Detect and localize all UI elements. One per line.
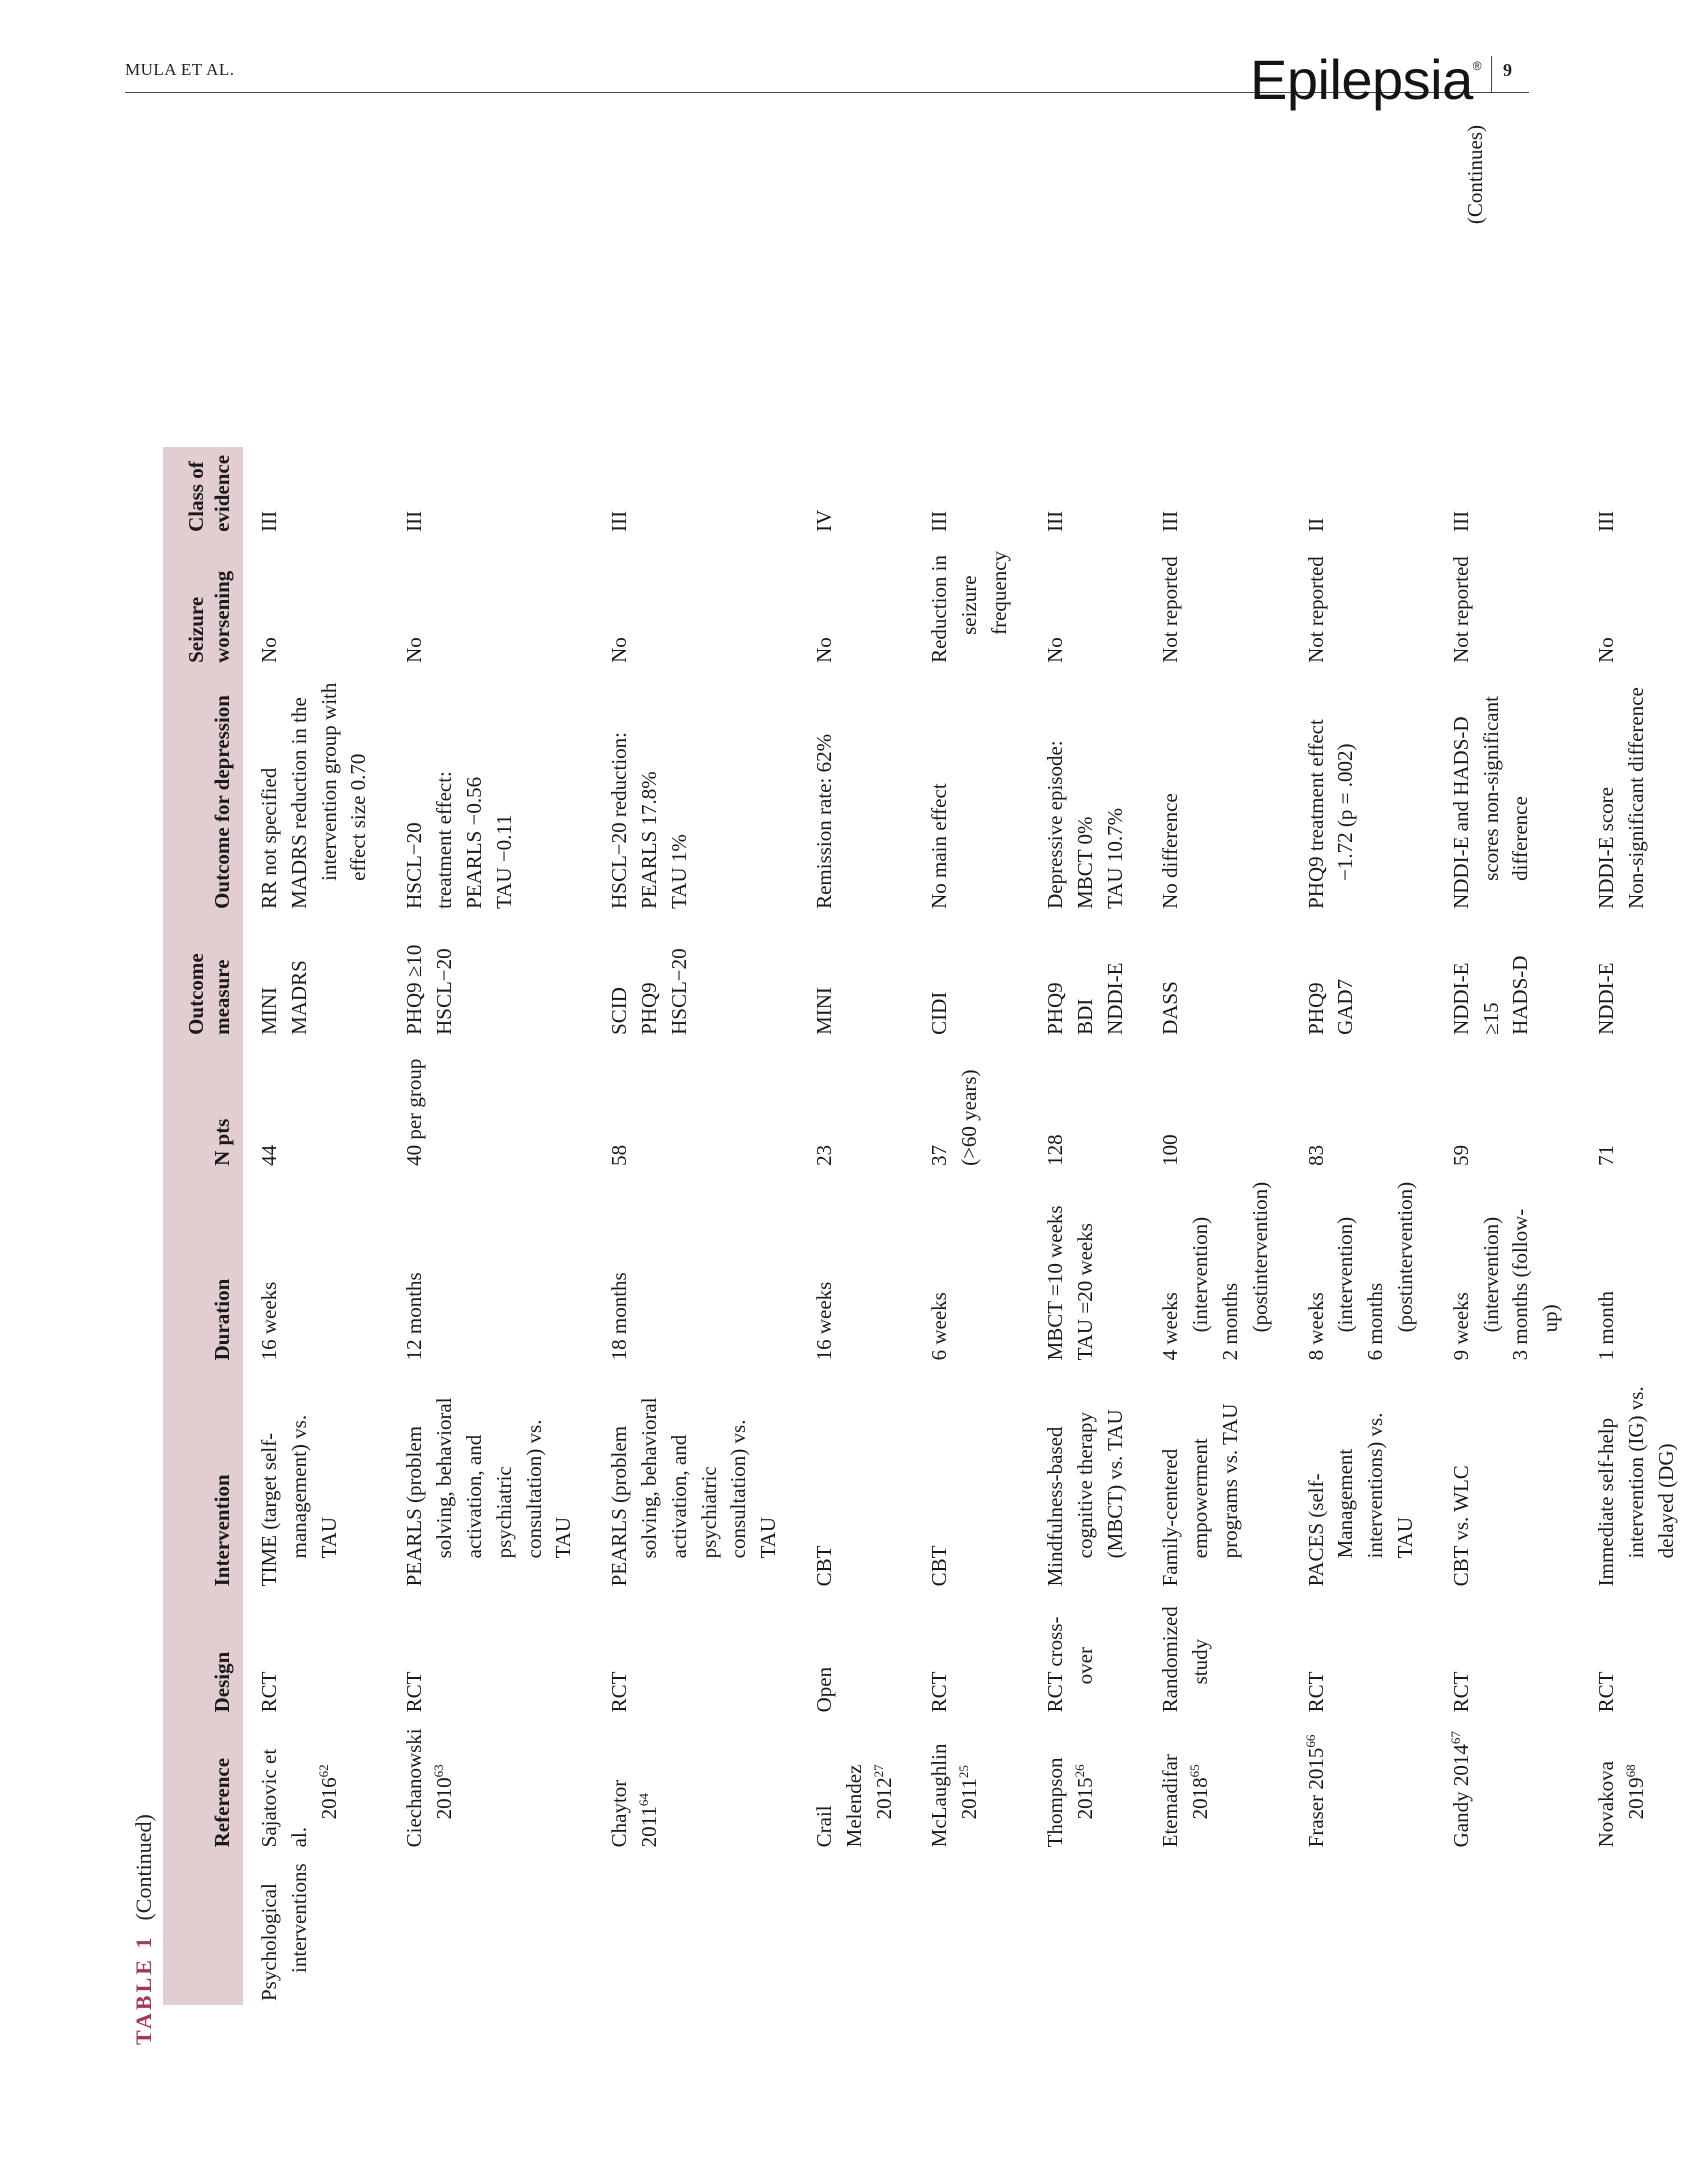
cell-reference [1290, 1720, 1435, 1855]
outcome-measure-line: NDDI-E [1594, 962, 1619, 1035]
journal-name: Epilepsia [1250, 48, 1473, 111]
reference-citation: 64 [635, 1793, 651, 1807]
running-head: MULA ET AL. [125, 60, 235, 79]
outcome-measure-line: HSCL−20 [666, 948, 691, 1035]
cell-design [1580, 1594, 1695, 1720]
outcome-depression-line: treatment effect: [432, 771, 457, 909]
table-row [798, 447, 913, 2005]
cell-n-pts [1029, 1043, 1144, 1174]
outcome-measure-line: PHQ9 [1303, 982, 1328, 1035]
cell-outcome-depression [913, 671, 1028, 917]
outcome-measure-line: NDDI-E ≥15 [1448, 962, 1503, 1035]
reference-year: 2012 [871, 1777, 896, 1820]
cell-reference [1029, 1720, 1144, 1855]
cell-category [243, 1855, 388, 2005]
table-row [593, 447, 798, 2005]
outcome-depression-line: TAU 1% [666, 834, 691, 909]
outcome-measure-line: HADS-D [1508, 955, 1533, 1035]
cell-intervention [593, 1368, 798, 1594]
cell-seizure-worsening [388, 540, 593, 671]
design-value: RCT [927, 1671, 952, 1713]
reference-year: 2016 [316, 1777, 341, 1820]
reference-citation: 66 [1302, 1734, 1318, 1748]
n-pts-line: 100 [1158, 1134, 1183, 1166]
table-caption-suffix: (Continued) [131, 1814, 156, 1921]
outcome-depression-line: MBCT 0% [1072, 816, 1097, 909]
cell-category [593, 1855, 798, 2005]
cell-category [1144, 1855, 1289, 2005]
design-value: Randomized study [1158, 1606, 1213, 1713]
class-evidence-value: III [1448, 510, 1473, 532]
cell-outcome-measure [388, 917, 593, 1043]
cell-intervention [1290, 1368, 1435, 1594]
header-category [163, 1855, 243, 2005]
cell-design [1144, 1594, 1289, 1720]
cell-duration [798, 1174, 913, 1368]
outcome-measure-line: MINI [812, 987, 836, 1035]
design-value: RCT [607, 1671, 632, 1713]
table-row [1144, 447, 1289, 2005]
reference-year-line [430, 1728, 460, 1847]
cell-category [1029, 1855, 1144, 2005]
header-intervention: Intervention [163, 1368, 243, 1594]
cell-n-pts [913, 1043, 1028, 1174]
reference-name: Sajatovic et al. [257, 1748, 311, 1848]
reference-year: 2010 [432, 1777, 457, 1820]
outcome-depression-line: HSCL−20 [402, 822, 427, 909]
cell-category [913, 1855, 1028, 2005]
cell-class-evidence [798, 447, 913, 540]
outcome-depression-line: RR not specified [257, 767, 281, 909]
reference-citation: 26 [1071, 1764, 1087, 1778]
cell-reference [798, 1720, 913, 1855]
cell-seizure-worsening [1580, 540, 1695, 671]
cell-design [913, 1594, 1028, 1720]
duration-line: 1 month [1594, 1290, 1619, 1361]
cell-design [798, 1594, 913, 1720]
reference-name: Gandy 2014 [1448, 1744, 1473, 1848]
header-reference: Reference [163, 1720, 243, 1855]
journal-logo [1250, 48, 1482, 111]
outcome-depression-line: HSCL−20 reduction: [607, 731, 632, 909]
cell-duration [1435, 1174, 1580, 1368]
outcome-depression-line: MADRS reduction in the intervention group with effect size 0.70 [286, 682, 371, 909]
cell-design [243, 1594, 388, 1720]
n-pts-line: 44 [257, 1144, 281, 1166]
outcome-depression-line: NDDI-E score [1594, 787, 1619, 909]
intervention-value: Family-centered empowerment programs vs. TAU [1158, 1403, 1242, 1587]
reference-year: 2011 [957, 1778, 982, 1820]
reference-name: Thompson [1042, 1757, 1067, 1848]
table-row [243, 447, 388, 2005]
reference-citation: 62 [315, 1764, 331, 1778]
reference-year-line [315, 1728, 345, 1847]
cell-outcome-depression [1144, 671, 1289, 917]
cell-reference [1580, 1720, 1695, 1855]
seizure-worsening-value: Not reported [1158, 556, 1183, 663]
reference-citation: 63 [431, 1764, 447, 1778]
outcome-depression-line: PHQ9 treatment effect −1.72 (p = .002) [1303, 719, 1358, 909]
header-n-pts: N pts [163, 1043, 243, 1174]
outcome-measure-line: DASS [1158, 981, 1183, 1035]
reference-year-line [1186, 1728, 1216, 1847]
table-row [388, 447, 593, 2005]
header-class-evidence: Class of evidence [163, 447, 243, 540]
outcome-measure-line: NDDI-E [1102, 962, 1127, 1035]
class-evidence-value: II [1303, 517, 1328, 532]
reference-name: McLaughlin [927, 1743, 952, 1848]
cell-category [798, 1855, 913, 2005]
cell-design [1029, 1594, 1144, 1720]
cell-intervention [243, 1368, 388, 1594]
cell-reference [243, 1720, 388, 1855]
reference-year: 2015 [1072, 1777, 1097, 1820]
cell-outcome-depression [243, 671, 388, 917]
cell-seizure-worsening [243, 540, 388, 671]
cell-outcome-measure [913, 917, 1028, 1043]
outcome-measure-line: MINI [257, 987, 281, 1035]
outcome-depression-line: NDDI-E and HADS-D scores non-significant difference [1448, 696, 1533, 909]
header-outcome-measure: Outcome measure [163, 917, 243, 1043]
cell-seizure-worsening [913, 540, 1028, 671]
cell-intervention [1435, 1368, 1580, 1594]
cell-outcome-measure [1290, 917, 1435, 1043]
cell-n-pts [593, 1043, 798, 1174]
duration-line: 16 weeks [812, 1281, 836, 1361]
outcome-measure-line: MADRS [286, 960, 311, 1035]
n-pts-line: 83 [1303, 1144, 1328, 1166]
header-design: Design [163, 1594, 243, 1720]
design-value: RCT [257, 1671, 281, 1713]
cell-class-evidence [913, 447, 1028, 540]
outcome-measure-line: PHQ9 [1042, 982, 1067, 1035]
cell-intervention [1144, 1368, 1289, 1594]
cell-outcome-depression [1029, 671, 1144, 917]
intervention-value: TIME (target self-management) vs. TAU [257, 1414, 341, 1587]
cell-outcome-measure [243, 917, 388, 1043]
cell-outcome-measure [1435, 917, 1580, 1043]
n-pts-line: 128 [1042, 1134, 1067, 1166]
reference-citation: 27 [870, 1764, 886, 1778]
cell-seizure-worsening [1290, 540, 1435, 671]
reference-year-line [870, 1728, 900, 1847]
cell-duration [1290, 1174, 1435, 1368]
reference-year-line [955, 1728, 985, 1847]
reference-citation: 25 [956, 1765, 972, 1779]
outcome-depression-line: TAU 10.7% [1102, 807, 1127, 909]
outcome-depression-line: No main effect [927, 783, 952, 909]
design-value: RCT [402, 1671, 427, 1713]
cell-outcome-depression [593, 671, 798, 917]
cell-n-pts [243, 1043, 388, 1174]
cell-duration [1029, 1174, 1144, 1368]
cell-design [1290, 1594, 1435, 1720]
outcome-measure-line: HSCL−20 [432, 948, 457, 1035]
cell-duration [243, 1174, 388, 1368]
n-pts-line: 59 [1448, 1144, 1473, 1166]
intervention-value: PEARLS (problem solving, behavioral activation, and psychiatric consultation) vs. TAU [402, 1397, 576, 1587]
cell-class-evidence [1580, 447, 1695, 540]
reference-name: Novakova [1594, 1761, 1619, 1848]
cell-class-evidence [1144, 447, 1289, 540]
cell-design [388, 1594, 593, 1720]
outcome-depression-line: TAU −0.11 [491, 814, 516, 909]
class-evidence-value: III [607, 510, 632, 532]
cell-intervention [1580, 1368, 1695, 1594]
cell-reference [1435, 1720, 1580, 1855]
header-duration: Duration [163, 1174, 243, 1368]
table-row [1580, 447, 1695, 2005]
cell-class-evidence [593, 447, 798, 540]
class-evidence-value: IV [812, 509, 836, 532]
cell-class-evidence [1029, 447, 1144, 540]
design-value: RCT [1303, 1671, 1328, 1713]
cell-duration [913, 1174, 1028, 1368]
duration-line: 6 months (postintervention) [1363, 1181, 1417, 1361]
reference-name: Crail Melendez [812, 1764, 866, 1848]
table-row [1029, 447, 1144, 2005]
outcome-depression-line: No difference [1158, 793, 1183, 909]
page-number-separator [1491, 56, 1492, 92]
cell-n-pts [1580, 1043, 1695, 1174]
reference-name: Ciechanowski [402, 1728, 427, 1848]
intervention-value: CBT [927, 1545, 952, 1587]
class-evidence-value: III [1042, 510, 1067, 532]
cell-category [1435, 1855, 1580, 2005]
reference-year-line [1622, 1728, 1652, 1847]
header-outcome-depression: Outcome for depression [163, 671, 243, 917]
registered-mark: ® [1472, 59, 1482, 73]
class-evidence-value: III [257, 510, 281, 532]
duration-line: 6 weeks [927, 1292, 952, 1361]
duration-line: 3 months (follow-up) [1508, 1208, 1563, 1361]
intervention-value: CBT vs. WLC [1448, 1465, 1473, 1587]
cell-n-pts [1144, 1043, 1289, 1174]
cell-duration [593, 1174, 798, 1368]
cell-outcome-depression [1290, 671, 1435, 917]
cell-design [593, 1594, 798, 1720]
duration-line: 9 weeks (intervention) [1448, 1216, 1503, 1361]
duration-line: 4 weeks (intervention) [1158, 1216, 1213, 1361]
cell-outcome-depression [798, 671, 913, 917]
seizure-worsening-value: No [402, 637, 427, 663]
cell-reference [1144, 1720, 1289, 1855]
cell-duration [1580, 1174, 1695, 1368]
design-value: Open [812, 1666, 836, 1713]
design-value: RCT [1594, 1671, 1619, 1713]
category-label: Psychological interventions [257, 1863, 311, 2001]
intervention-value: Immediate self-help intervention (IG) vs. delayed (DG) [1594, 1386, 1678, 1587]
seizure-worsening-value: No [1042, 637, 1067, 663]
table-header-row [163, 447, 243, 2005]
cell-class-evidence [243, 447, 388, 540]
seizure-worsening-value: No [812, 637, 836, 663]
reference-name: Etemadifar [1158, 1754, 1183, 1848]
cell-outcome-measure [593, 917, 798, 1043]
cell-outcome-measure [1580, 917, 1695, 1043]
class-evidence-value: III [1594, 510, 1619, 532]
table-row [1290, 447, 1435, 2005]
seizure-worsening-value: Not reported [1303, 556, 1328, 663]
intervention-value: PEARLS (problem solving, behavioral activation, and psychiatric consultation) vs. TAU [607, 1397, 781, 1587]
cell-class-evidence [1290, 447, 1435, 540]
cell-outcome-measure [1144, 917, 1289, 1043]
duration-line: 12 months [402, 1272, 427, 1361]
outcome-measure-line: BDI [1072, 998, 1097, 1035]
outcome-measure-line: SCID [607, 987, 632, 1035]
cell-n-pts [1290, 1043, 1435, 1174]
continues-note: (Continues) [1463, 125, 1487, 225]
cell-design [1435, 1594, 1580, 1720]
n-pts-line: 23 [812, 1144, 836, 1166]
rotated-table-container [125, 125, 1678, 2045]
duration-line: 18 months [607, 1272, 632, 1361]
outcome-depression-line: Depressive episode: [1042, 740, 1067, 909]
n-pts-line: 58 [607, 1144, 632, 1166]
reference-citation: 67 [1447, 1731, 1463, 1745]
cell-duration [388, 1174, 593, 1368]
cell-seizure-worsening [798, 540, 913, 671]
duration-line: 8 weeks (intervention) [1303, 1216, 1358, 1361]
class-evidence-value: III [402, 510, 427, 532]
table-row [913, 447, 1028, 2005]
cell-outcome-depression [1580, 671, 1695, 917]
seizure-worsening-value: No [257, 637, 281, 663]
cell-intervention [798, 1368, 913, 1594]
cell-n-pts [388, 1043, 593, 1174]
duration-line: 16 weeks [257, 1281, 281, 1361]
table-row [1435, 447, 1580, 2005]
cell-outcome-measure [798, 917, 913, 1043]
reference-year: 2019 [1623, 1777, 1648, 1820]
table-body [243, 447, 1696, 2005]
n-pts-line: 37 [927, 1144, 952, 1166]
cell-seizure-worsening [1029, 540, 1144, 671]
outcome-depression-line: PEARLS 17.8% [636, 771, 661, 909]
cell-outcome-depression [1435, 671, 1580, 917]
duration-line: MBCT =10 weeks [1042, 1205, 1067, 1361]
cell-class-evidence [388, 447, 593, 540]
outcome-depression-line: Non-significant difference [1623, 687, 1648, 909]
class-evidence-value: III [927, 510, 952, 532]
cell-reference [913, 1720, 1028, 1855]
cell-intervention [388, 1368, 593, 1594]
cell-n-pts [798, 1043, 913, 1174]
duration-line: 2 months (postintervention) [1217, 1181, 1272, 1361]
seizure-worsening-value: Reduction in seizure frequency [927, 550, 1012, 663]
n-pts-line: 71 [1594, 1144, 1619, 1166]
outcome-measure-line: PHQ9 [636, 982, 661, 1035]
cell-seizure-worsening [1144, 540, 1289, 671]
n-pts-line: (>60 years) [957, 1069, 982, 1166]
reference-name: Fraser 2015 [1303, 1747, 1328, 1848]
outcome-measure-line: CIDI [927, 991, 952, 1035]
cell-reference [593, 1720, 798, 1855]
cell-seizure-worsening [1435, 540, 1580, 671]
outcome-depression-line: PEARLS −0.56 [461, 776, 486, 909]
design-value: RCT cross-over [1042, 1616, 1097, 1713]
class-evidence-value: III [1158, 510, 1183, 532]
cell-category [1290, 1855, 1435, 2005]
evidence-table [163, 447, 1696, 2005]
reference-citation: 68 [1622, 1764, 1638, 1778]
intervention-value: Mindfulness-based cognitive therapy (MBCT) vs. TAU [1042, 1409, 1127, 1587]
design-value: RCT [1448, 1671, 1473, 1713]
intervention-value: CBT [812, 1545, 836, 1587]
cell-reference [388, 1720, 593, 1855]
cell-duration [1144, 1174, 1289, 1368]
n-pts-line: 40 per group [402, 1058, 427, 1166]
cell-outcome-measure [1029, 917, 1144, 1043]
cell-seizure-worsening [593, 540, 798, 671]
reference-year: 2018 [1188, 1777, 1213, 1820]
seizure-worsening-value: No [1594, 637, 1619, 663]
outcome-measure-line: PHQ9 ≥10 [402, 944, 427, 1035]
table-caption [125, 1814, 163, 2045]
seizure-worsening-value: No [607, 637, 632, 663]
cell-outcome-depression [388, 671, 593, 917]
header-seizure-worsening: Seizure worsening [163, 540, 243, 671]
cell-n-pts [1435, 1043, 1580, 1174]
reference-name: Chaytor 2011 [607, 1779, 661, 1848]
cell-intervention [913, 1368, 1028, 1594]
table-label: TABLE 1 [131, 1934, 156, 2045]
outcome-depression-line: Remission rate: 62% [812, 733, 836, 909]
intervention-value: PACES (self-Management interventions) vs. TAU [1303, 1412, 1417, 1587]
cell-category [388, 1855, 593, 2005]
page-number: 9 [1503, 60, 1512, 80]
reference-citation: 65 [1187, 1764, 1203, 1778]
cell-category [1580, 1855, 1695, 2005]
cell-class-evidence [1435, 447, 1580, 540]
duration-line: TAU =20 weeks [1072, 1223, 1097, 1361]
outcome-measure-line: GAD7 [1333, 978, 1358, 1035]
reference-year-line [1071, 1728, 1101, 1847]
cell-intervention [1029, 1368, 1144, 1594]
seizure-worsening-value: Not reported [1448, 556, 1473, 663]
